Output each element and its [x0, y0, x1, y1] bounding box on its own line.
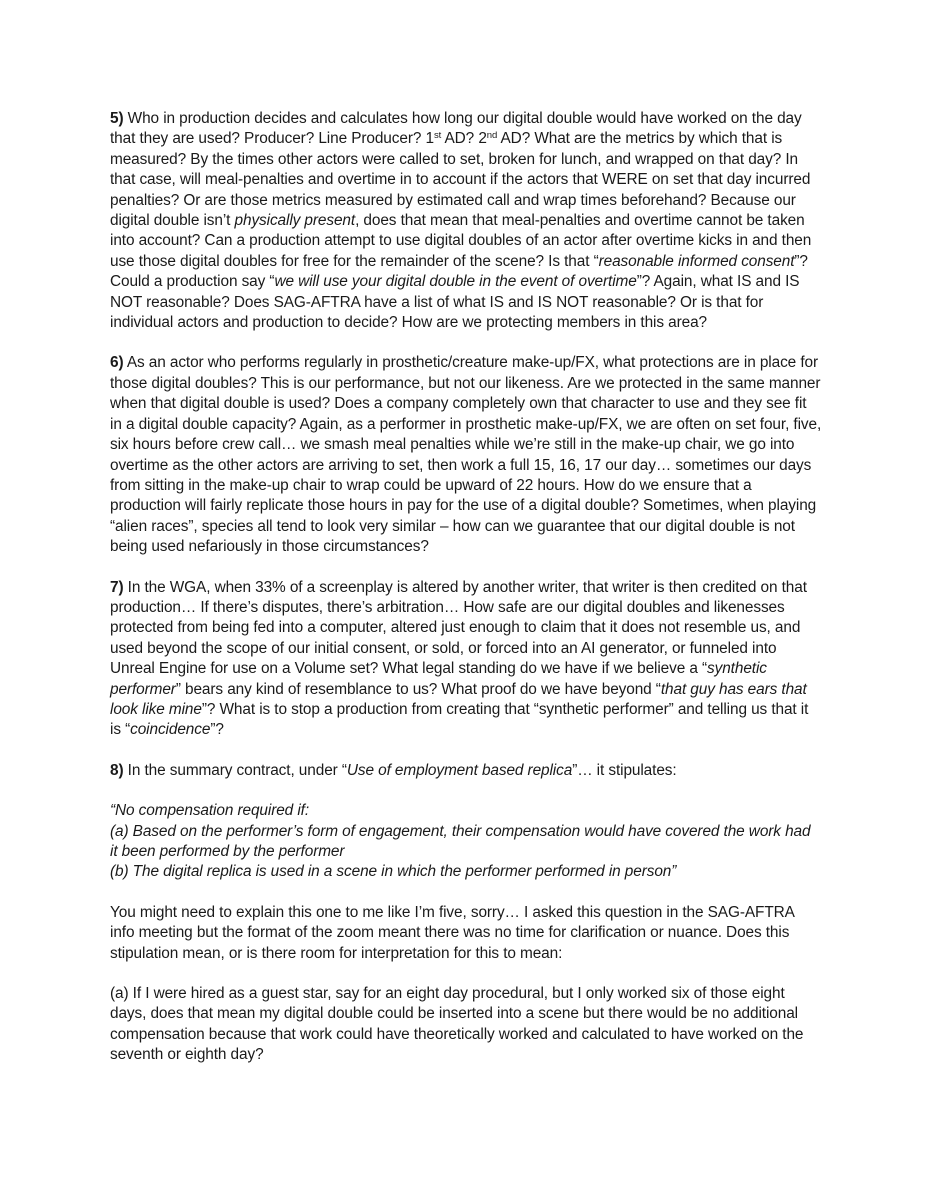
question-5-number: 5) — [110, 110, 124, 127]
question-8-number: 8) — [110, 761, 124, 779]
question-5-paragraph: 5) Who in production decides and calculates how long our digital double would have worked on the day that they are used? Producer? Line Producer? 1st AD? 2nd AD? What are the metrics by which that is measured? By the times other actors were called to set, broken for lunch, and wrapped on that day? In that case, will meal-penalties and overtime in to account if the actors that WERE on set that day incurred penalties? Or are those metrics measured by estimated call and wrap times beforehand? Because our digital double isn’t physically present, does that mean that meal-penalties and overtime cannot be taken into account? Can a production attempt to use digital doubles of an actor after overtime kicks in and then use those digital doubles for free for the remainder of the scene? Is that “reasonable informed consent”? Could a production say “we will use your digital double in the event of overtime”? Again, what IS and IS NOT reasonable? Does SAG-AFTRA have a list of what IS and IS NOT reasonable? Or is that for individual actors and production to decide? How are we protecting members in this area? — [110, 110, 812, 332]
quote-line-3: (b) The digital replica is used in a scene in which the performer performed in person” — [110, 863, 677, 881]
question-7-paragraph: 7) In the WGA, when 33% of a screenplay is altered by another writer, that writer is then credited on that production… If there’s disputes, there’s arbitration… How safe are our digital doubles and likenesses protected from being fed into a computer, altered just enough to claim that it does not resemble us, and used beyond the scope of our initial consent, or sold, or forced into an AI generator, or funneled into Unreal Engine for use on a Volume set? What legal standing do we have if we believe a “synthetic performer” bears any kind of resemblance to us? What proof do we have beyond “that guy has ears that look like mine”? What is to stop a production from creating that “synthetic performer” and telling us that it is “coincidence”? — [110, 578, 809, 739]
followup-paragraph: You might need to explain this one to me like I’m five, sorry… I asked this question in the SAG-AFTRA info meeting but the format of the zoom meant there was no time for clarification or nuance. Does this stipulation mean, or is there room for interpretation for this to mean: — [110, 903, 794, 962]
contract-quote — [110, 801, 822, 883]
question-6-number: 6) — [110, 354, 124, 372]
question-8-paragraph: 8) In the summary contract, under “Use of employment based replica”… it stipulates: — [110, 761, 677, 779]
quote-line-1: “No compensation required if: — [110, 802, 309, 820]
question-7-number: 7) — [110, 578, 124, 596]
question-6-paragraph: 6) As an actor who performs regularly in prosthetic/creature make-up/FX, what protections are in place for those digital doubles? This is our performance, but not our likeness. Are we protected in the same manner when that digital double is used? Does a company completely own that character to use and they see fit in a digital double capacity? Again, as a performer in prosthetic make-up/FX, we are often on set four, five, six hours before crew call… we smash meal penalties while we’re still in the make-up chair, we go into overtime as the other actors are arriving to set, then work a full 15, 16, 17 our day… sometimes our days from sitting in the make-up chair to wrap could be upward of 22 hours. How do we ensure that a production will fairly replicate those hours in pay for the use of a digital double? Sometimes, when playing “alien races”, species all tend to look very similar – how can we guarantee that our digital double is not being used nefariously in those circumstances? — [110, 354, 822, 556]
item-a-paragraph: (a) If I were hired as a guest star, say for an eight day procedural, but I only worked six of those eight days, does that mean my digital double could be inserted into a scene but there would be no additional compensation because that work could have theoretically worked and calculated to have worked on the seventh or eighth day? — [110, 985, 804, 1064]
document-page — [110, 109, 822, 1066]
quote-line-2: (a) Based on the performer’s form of engagement, their compensation would have covered the work had it been performed by the performer — [110, 822, 811, 860]
